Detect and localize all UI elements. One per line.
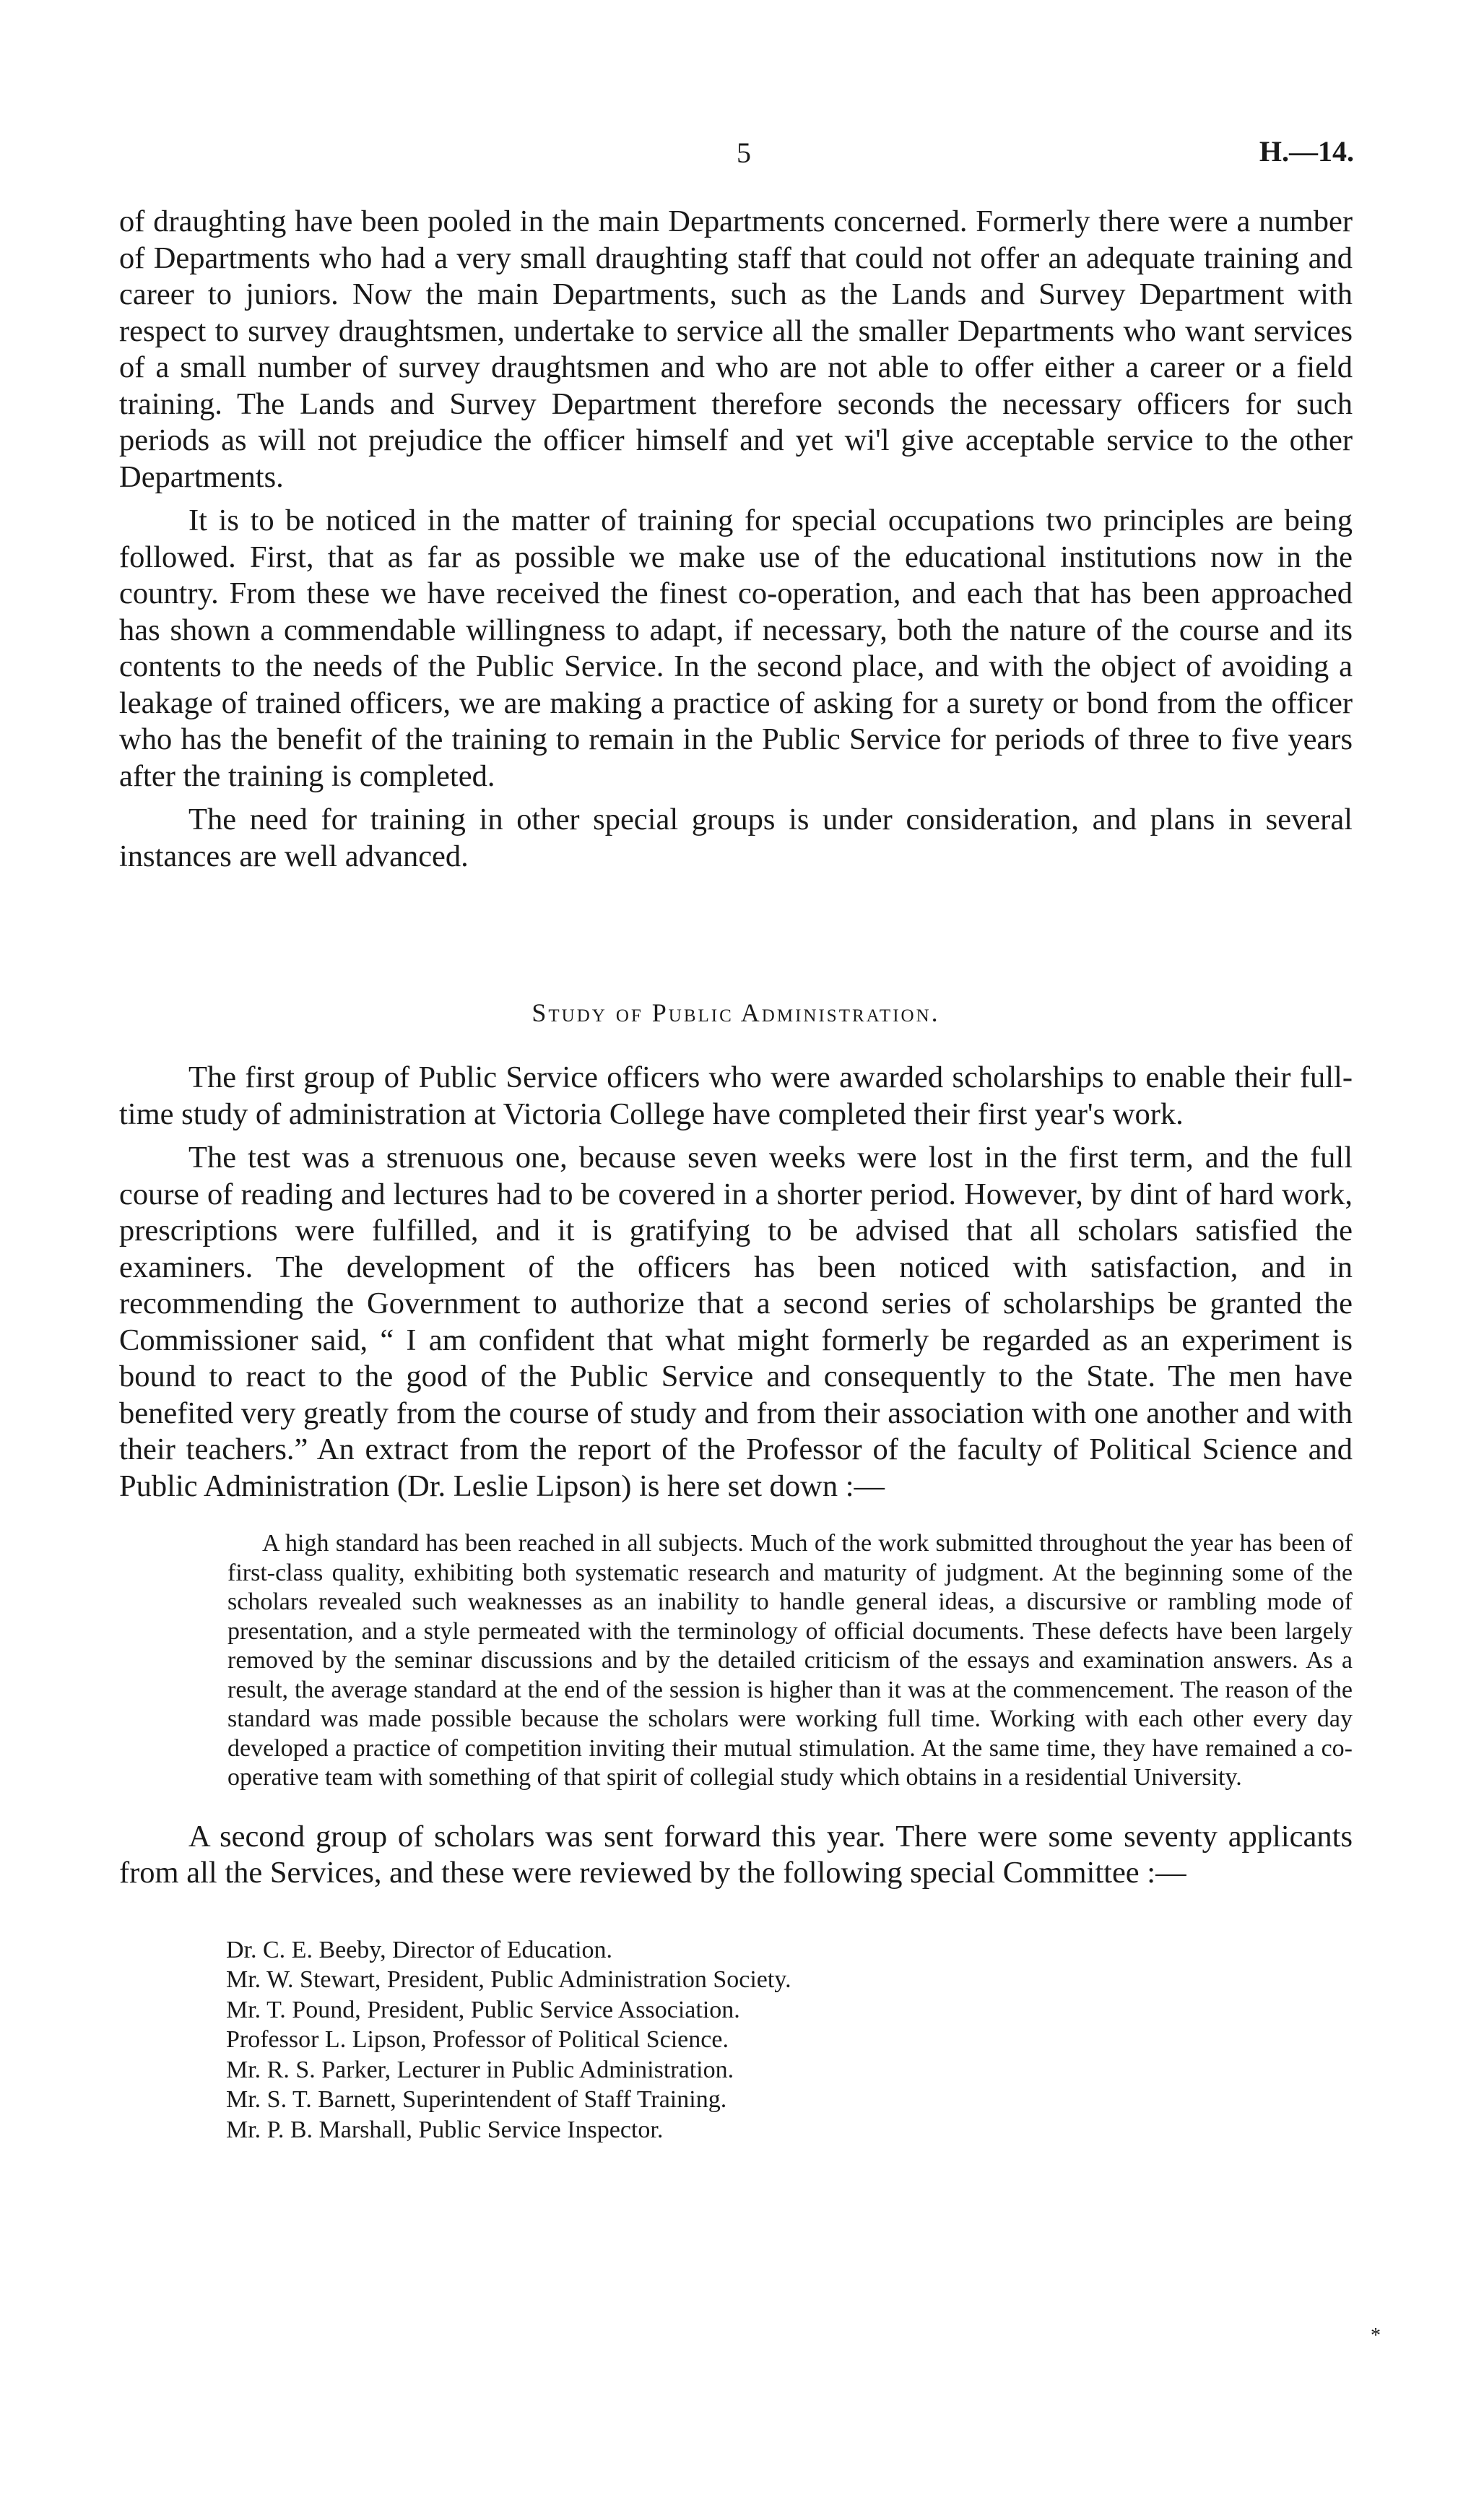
page-number: 5 bbox=[737, 137, 751, 169]
committee-member: Mr. T. Pound, President, Public Service Association. bbox=[226, 1996, 740, 2023]
document-body bbox=[119, 204, 1353, 2145]
committee-member: Professor L. Lipson, Professor of Political Science. bbox=[226, 2026, 729, 2053]
professor-report-quote: A high standard has been reached in all subjects. Much of the work submitted throughout the year has been of first-class quality, exhibiting both systematic research and maturity of judgment. At the beginning some of the scholars revealed such weaknesses as an inability to handle general ideas, a discursive or rambling mode of presentation, and a style permeated with the terminology of official documents. These defects have been largely removed by the seminar discussions and by the detailed criticism of the essays and examination answers. As a result, the average standard at the end of the session is higher than it was at the commencement. The reason of the standard was made possible because the scholars were working full time. Working with each other every day developed a practice of competition inviting their mutual stimulation. At the same time, they have remained a co-operative team with something of that spirit of collegial study which obtains in a residential University. bbox=[227, 1530, 1353, 1791]
paragraph-second-group: A second group of scholars was sent forward this year. There were some seventy applicants from all the Services, and these were reviewed by the following special Committee :— bbox=[119, 1819, 1353, 1890]
committee-member: Mr. R. S. Parker, Lecturer in Public Administration. bbox=[226, 2056, 734, 2083]
committee-member: Mr. P. B. Marshall, Public Service Inspector. bbox=[226, 2116, 664, 2143]
committee-member: Mr. S. T. Barnett, Superintendent of Staff Training. bbox=[226, 2086, 727, 2113]
document-reference: H.—14. bbox=[1259, 135, 1354, 168]
committee-member: Dr. C. E. Beeby, Director of Education. bbox=[226, 1936, 613, 1963]
committee-member: Mr. W. Stewart, President, Public Administration Society. bbox=[226, 1966, 791, 1993]
paragraph-training-principles: It is to be noticed in the matter of training for special occupations two principles are being followed. First, that as far as possible we make use of the educational institutions now in the country. From these we have received the finest co-operation, and each that has been approached has shown a commendable willingness to adapt, if necessary, both the nature of the course and its contents to the needs of the Public Service. In the second place, and with the object of avoiding a leakage of trained officers, we are making a practice of asking for a surety or bond from the officer who has the benefit of the training to remain in the Public Service for periods of three to five years after the training is completed. bbox=[119, 503, 1353, 793]
paragraph-draughting: of draughting have been pooled in the main Departments concerned. Formerly there were a number of Departments who had a very small draughting staff that could not offer an adequate training and career to juniors. Now the main Departments, such as the Lands and Survey Department with respect to survey draughtsmen, undertake to service all the smaller Departments who want services of a small number of survey draughtsmen and who are not able to offer either a career or a field training. The Lands and Survey Department therefore seconds the necessary officers for such periods as will not prejudice the officer himself and yet wi'l give acceptable service to the other Departments. bbox=[119, 204, 1353, 494]
paragraph-first-group: The first group of Public Service officers who were awarded scholarships to enable their full-time study of administration at Victoria College have completed their first year's work. bbox=[119, 1060, 1353, 1131]
paragraph-other-groups: The need for training in other special groups is under consideration, and plans in several instances are well advanced. bbox=[119, 803, 1353, 873]
section-heading: Study of Public Administration. bbox=[531, 998, 940, 1027]
footer-mark: * bbox=[1371, 2325, 1381, 2347]
committee-list bbox=[226, 1935, 1353, 2145]
paragraph-test: The test was a strenuous one, because seven weeks were lost in the first term, and the full course of reading and lectures had to be covered in a shorter period. However, by dint of hard work, prescriptions were fulfilled, and it is gratifying to be advised that all scholars satisfied the examiners. The development of the officers has been noticed with satisfaction, and in recommending the Government to authorize that a second series of scholarships be granted the Commissioner said, “ I am confident that what might formerly be regarded as an experiment is bound to react to the good of the Public Service and consequently to the State. The men have benefited very greatly from the course of study and from their association with one another and with their teachers.” An extract from the report of the Professor of the faculty of Political Science and Public Administration (Dr. Leslie Lipson) is here set down :— bbox=[119, 1141, 1353, 1503]
